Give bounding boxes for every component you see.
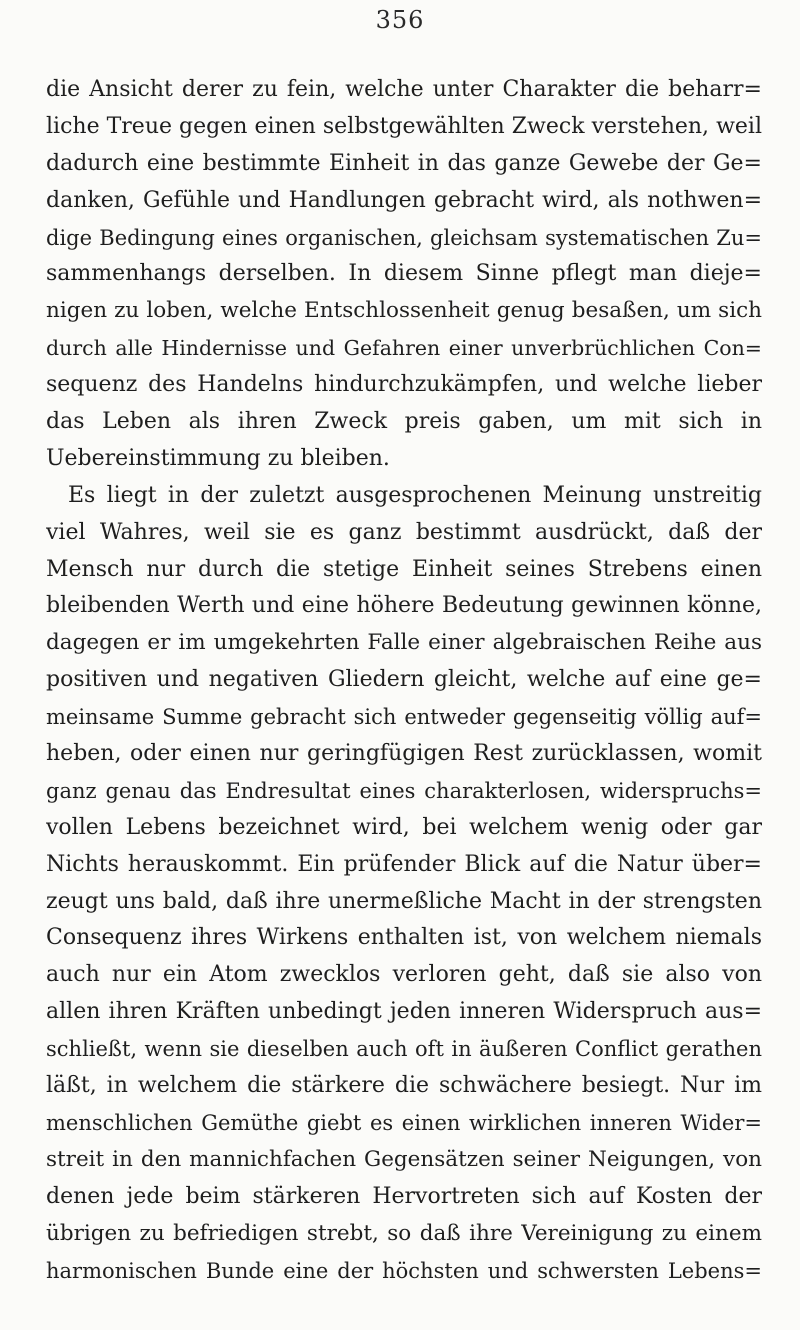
text-line: Mensch nur durch die stetige Einheit seines Strebens einen	[46, 556, 762, 582]
text-line: denen jede beim stärkeren Hervortreten sich auf Kosten der	[46, 1183, 762, 1209]
text-line: durch alle Hindernisse und Gefahren einer unverbrüchlichen Con=	[46, 336, 762, 361]
text-line: das Leben als ihren Zweck preis gaben, um mit sich in	[46, 409, 762, 435]
page-number: 356	[375, 6, 425, 34]
text-line: streit in den mannichfachen Gegensätzen seiner Neigungen, von	[46, 1146, 762, 1172]
text-line: viel Wahres, weil sie es ganz bestimmt ausdrückt, daß der	[46, 519, 762, 545]
text-line: allen ihren Kräften unbedingt jeden inneren Widerspruch aus=	[46, 999, 762, 1025]
text-line: vollen Lebens bezeichnet wird, bei welchem wenig oder gar	[46, 814, 762, 840]
text-line: danken, Gefühle und Handlungen gebracht wird, als nothwen=	[46, 187, 762, 213]
text-line: nigen zu loben, welche Entschlossenheit genug besaßen, um sich	[46, 298, 762, 324]
text-line: dadurch eine bestimmte Einheit in das ganze Gewebe der Ge=	[46, 150, 762, 176]
text-line: Es liegt in der zuletzt ausgesprochenen Meinung unstreitig	[68, 482, 762, 508]
text-line: liche Treue gegen einen selbstgewählten Zweck verstehen, weil	[46, 113, 762, 139]
text-line: harmonischen Bunde eine der höchsten und schwersten Lebens=	[46, 1258, 762, 1283]
text-line: die Ansicht derer zu fein, welche unter Charakter die beharr=	[46, 77, 762, 102]
text-line: Uebereinstimmung zu bleiben.	[46, 445, 390, 471]
text-line: dagegen er im umgekehrten Falle einer algebraischen Reihe aus	[46, 630, 762, 656]
text-line: dige Bedingung eines organischen, gleichsam systematischen Zu=	[46, 225, 762, 250]
text-line: meinsame Summe gebracht sich entweder gegenseitig völlig auf=	[46, 705, 762, 730]
text-line: schließt, wenn sie dieselben auch oft in äußeren Conflict gerathen	[46, 1037, 762, 1062]
text-line: Nichts herauskommt. Ein prüfender Blick auf die Natur über=	[46, 851, 762, 877]
text-line: läßt, in welchem die stärkere die schwächere besiegt. Nur im	[46, 1073, 762, 1099]
text-line: auch nur ein Atom zwecklos verloren geht, daß sie also von	[46, 962, 762, 988]
text-line: zeugt uns bald, daß ihre unermeßliche Macht in der strengsten	[46, 888, 762, 914]
text-line: übrigen zu befriedigen strebt, so daß ihre Vereinigung zu einem	[46, 1220, 762, 1246]
text-line: menschlichen Gemüthe giebt es einen wirklichen inneren Wider=	[46, 1110, 762, 1135]
text-line: sequenz des Handelns hindurchzukämpfen, und welche lieber	[46, 372, 762, 398]
text-line: ganz genau das Endresultat eines charakterlosen, widerspruchs=	[46, 778, 762, 803]
text-line: Consequenz ihres Wirkens enthalten ist, von welchem niemals	[46, 925, 762, 951]
text-line: positiven und negativen Gliedern gleicht, welche auf eine ge=	[46, 667, 762, 693]
text-line: sammenhangs derselben. In diesem Sinne pflegt man dieje=	[46, 261, 762, 287]
text-line: bleibenden Werth und eine höhere Bedeutung gewinnen könne,	[46, 593, 762, 619]
text-line: heben, oder einen nur geringfügigen Rest zurücklassen, womit	[46, 741, 762, 767]
body-text	[46, 72, 762, 1289]
